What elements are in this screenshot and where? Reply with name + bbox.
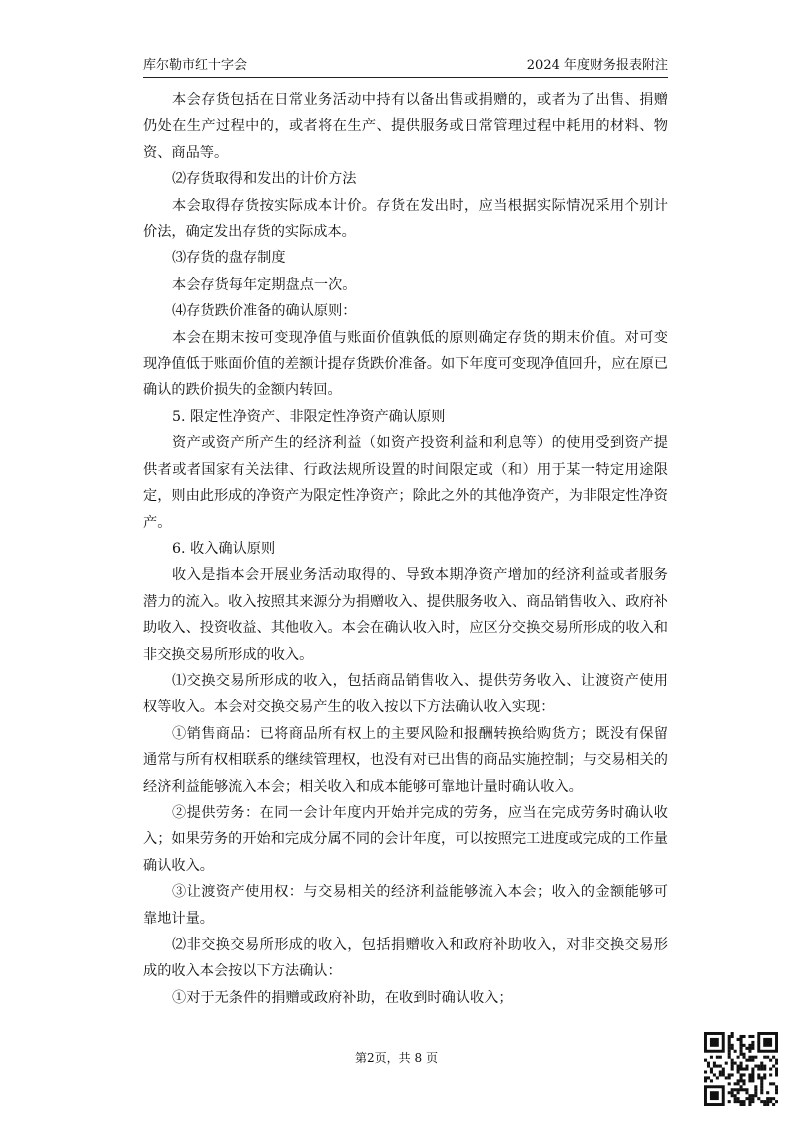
- paragraph: ⑵存货取得和发出的计价方法: [172, 171, 357, 188]
- page-number: 第2页，共 8 页: [355, 1051, 438, 1065]
- paragraph: ⑶存货的盘存制度: [172, 250, 286, 267]
- paragraph: ③让渡资产使用权：与交易相关的经济利益能够流入本会；收入的金额能够可靠地计量。: [143, 884, 668, 927]
- paragraph: 本会取得存货按实际成本计价。存货在发出时，应当根据实际情况采用个别计价法，确定发出存货的实际成本。: [143, 197, 668, 241]
- paragraph: ⑵非交换交易所形成的收入，包括捐赠收入和政府补助收入，对非交换交易形成的收入本会按以下方法确认：: [143, 937, 668, 980]
- paragraph: 收入是指本会开展业务活动取得的、导致本期净资产增加的经济利益或者服务潜力的流入。收入按照其来源分为捐赠收入、提供服务收入、商品销售收入、政府补助收入、投资收益、其他收入。本会在确认收入时，应区分交换交易所形成的收入和非交换交易所形成的收入。: [143, 567, 668, 663]
- header-report-title: 2024 年度财务报表附注: [526, 58, 668, 73]
- paragraph: 本会在期末按可变现净值与账面价值孰低的原则确定存货的期末价值。对可变现净值低于账面价值的差额计提存货跌价准备。如下年度可变现净值回升，应在原已确认的跌价损失的金额内转回。: [143, 329, 668, 399]
- paragraph: ①对于无条件的捐赠或政府补助，在收到时确认收入；: [172, 989, 513, 1006]
- paragraph: ②提供劳务：在同一会计年度内开始并完成的劳务，应当在完成劳务时确认收入；如果劳务的开始和完成分属不同的会计年度，可以按照完工进度或完成的工作量确认收入。: [143, 804, 668, 874]
- paragraph: 本会存货包括在日常业务活动中持有以备出售或捐赠的，或者为了出售、捐赠仍处在生产过程中的，或者将在生产、提供服务或日常管理过程中耗用的材料、物资、商品等。: [143, 92, 668, 161]
- section-heading: 6. 收入确认原则: [172, 540, 276, 557]
- paragraph: ⑴交换交易所形成的收入，包括商品销售收入、提供劳务收入、让渡资产使用权等收入。本会对交换交易产生的收入按以下方法确认收入实现：: [143, 672, 668, 716]
- paragraph: 资产或资产所产生的经济利益（如资产投资利益和利息等）的使用受到资产提供者或者国家有关法律、行政法规所设置的时间限定或（和）用于某一特定用途限定，则由此形成的净资产为限定性净资产；除此之外的其他净资产，为非限定性净资产。: [143, 435, 668, 531]
- paragraph: ⑷存货跌价准备的确认原则：: [172, 303, 357, 320]
- header-organization: 库尔勒市红十字会: [143, 58, 248, 73]
- qr-code-icon: [704, 1032, 778, 1106]
- section-heading: 5. 限定性净资产、非限定性净资产确认原则: [172, 408, 446, 425]
- paragraph: ①销售商品：已将商品所有权上的主要风险和报酬转换给购货方；既没有保留通常与所有权相联系的继续管理权，也没有对已出售的商品实施控制；与交易相关的经济利益能够流入本会；相关收入和成本能够可靠地计量时确认收入。: [143, 725, 668, 795]
- document-body: [143, 87, 668, 1011]
- page-header: [143, 55, 668, 78]
- paragraph: 本会存货每年定期盘点一次。: [172, 276, 357, 293]
